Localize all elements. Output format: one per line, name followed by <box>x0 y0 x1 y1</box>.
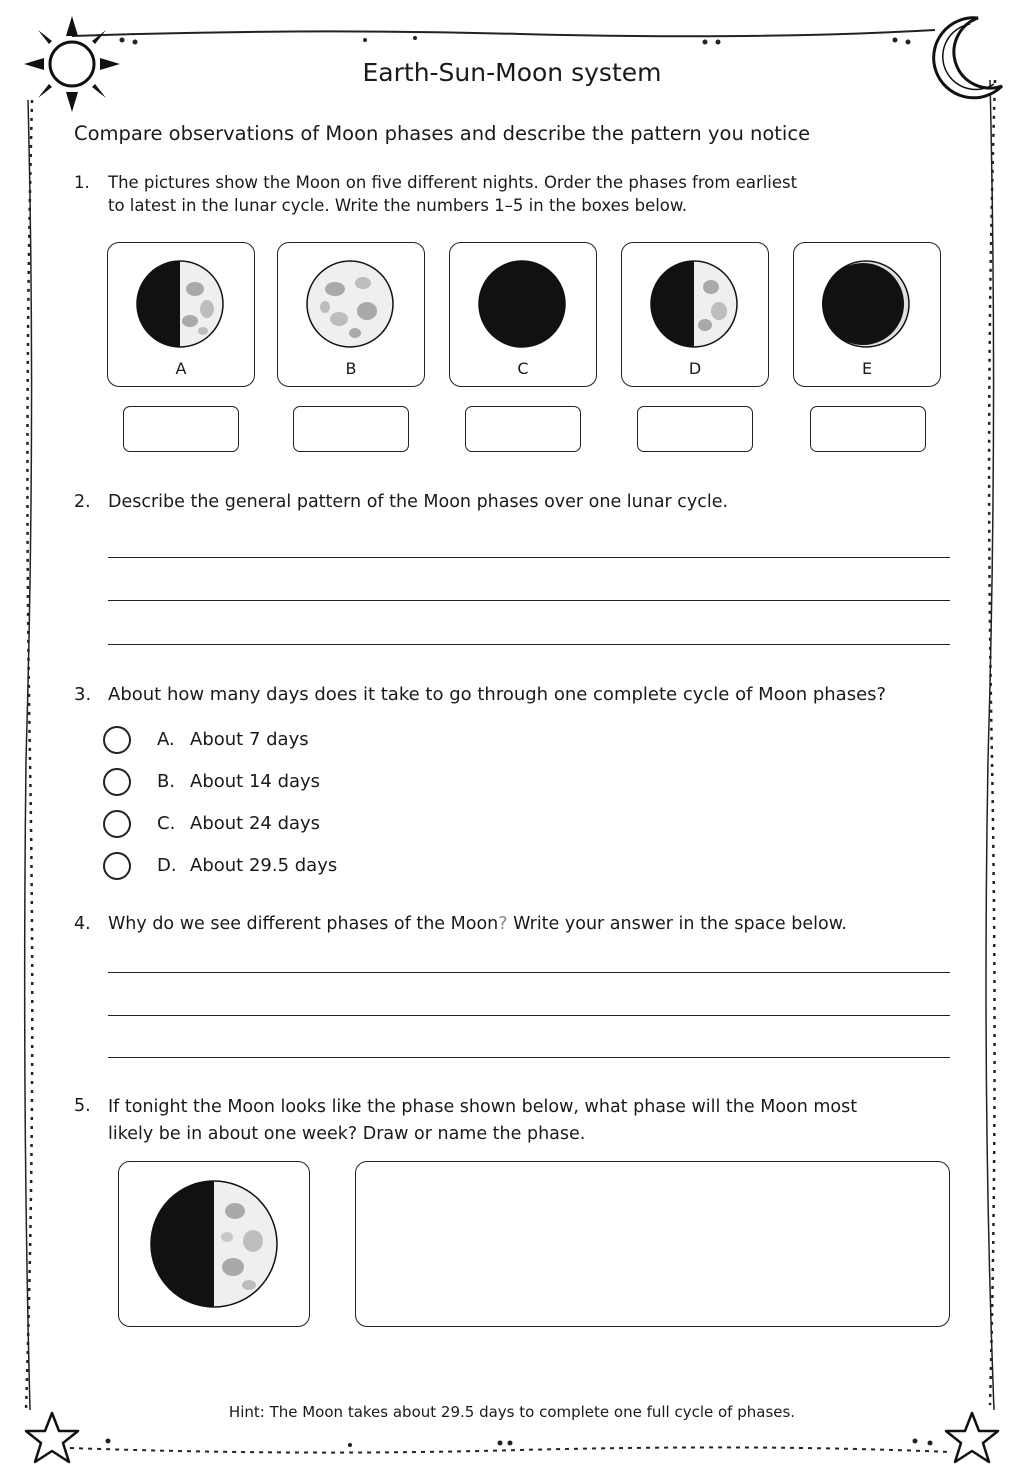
radio-button[interactable] <box>103 852 131 880</box>
order-answer-box-d[interactable] <box>637 406 753 452</box>
question-text <box>108 1094 857 1148</box>
moon-label: C <box>517 359 529 378</box>
moon-thin-crescent-icon <box>821 259 911 349</box>
moon-label: A <box>175 359 187 378</box>
question-text: About how many days does it take to go through one complete cycle of Moon phases? <box>108 684 887 705</box>
option-text: About 24 days <box>190 813 321 834</box>
question-number: 4. <box>74 914 91 934</box>
question-line: If tonight the Moon looks like the phase shown below, what phase will the Moon most <box>108 1097 858 1117</box>
moon-card-d <box>621 242 769 387</box>
option-text: About 14 days <box>190 771 321 792</box>
answer-line[interactable] <box>108 972 950 973</box>
question-line: The pictures show the Moon on five different nights. Order the phases from earliest <box>108 173 798 192</box>
order-answer-box-a[interactable] <box>123 406 239 452</box>
moon-first-quarter-icon <box>149 1179 279 1309</box>
moon-card-c <box>449 242 597 387</box>
moon-card-e <box>793 242 941 387</box>
current-moon-phase-box <box>118 1161 310 1327</box>
moon-first-quarter-icon <box>649 259 739 349</box>
radio-button[interactable] <box>103 726 131 754</box>
answer-line[interactable] <box>108 1057 950 1058</box>
order-answer-box-b[interactable] <box>293 406 409 452</box>
option-letter: C. <box>157 813 176 834</box>
draw-answer-box[interactable] <box>355 1161 950 1327</box>
worksheet-title: Earth-Sun-Moon system <box>362 58 662 87</box>
radio-button[interactable] <box>103 768 131 796</box>
answer-line[interactable] <box>108 557 950 558</box>
moon-full-icon <box>305 259 395 349</box>
question-mark: ? <box>498 914 508 934</box>
moon-label: E <box>861 359 873 378</box>
question-line: likely be in about one week? Draw or name the phase. <box>108 1124 586 1145</box>
option-text: About 29.5 days <box>190 855 338 876</box>
moon-label: B <box>345 359 357 378</box>
radio-button[interactable] <box>103 810 131 838</box>
question-text <box>108 171 797 218</box>
option-letter: D. <box>157 855 177 876</box>
moon-first-quarter-icon <box>135 259 225 349</box>
moon-label: D <box>688 359 702 378</box>
question-number: 2. <box>74 492 91 512</box>
question-text-part: Write your answer in the space below. <box>507 914 847 934</box>
question-number: 1. <box>74 173 90 192</box>
option-text: About 7 days <box>190 729 309 750</box>
question-text: Describe the general pattern of the Moon phases over one lunar cycle. <box>108 492 729 512</box>
answer-line[interactable] <box>108 644 950 645</box>
question-text <box>108 912 847 937</box>
option-letter: B. <box>157 771 176 792</box>
order-answer-box-e[interactable] <box>810 406 926 452</box>
moon-card-b <box>277 242 425 387</box>
moon-new-icon <box>477 259 567 349</box>
question-line: to latest in the lunar cycle. Write the numbers 1–5 in the boxes below. <box>108 196 688 216</box>
worksheet-subtitle: Compare observations of Moon phases and describe the pattern you notice <box>74 122 811 145</box>
option-letter: A. <box>157 729 175 750</box>
hint-text: Hint: The Moon takes about 29.5 days to complete one full cycle of phases. <box>228 1403 796 1421</box>
answer-line[interactable] <box>108 600 950 601</box>
question-text-part: Why do we see different phases of the Moon <box>108 914 499 934</box>
order-answer-box-c[interactable] <box>465 406 581 452</box>
answer-line[interactable] <box>108 1015 950 1016</box>
question-number: 3. <box>74 684 92 705</box>
moon-card-a <box>107 242 255 387</box>
question-number: 5. <box>74 1096 91 1116</box>
